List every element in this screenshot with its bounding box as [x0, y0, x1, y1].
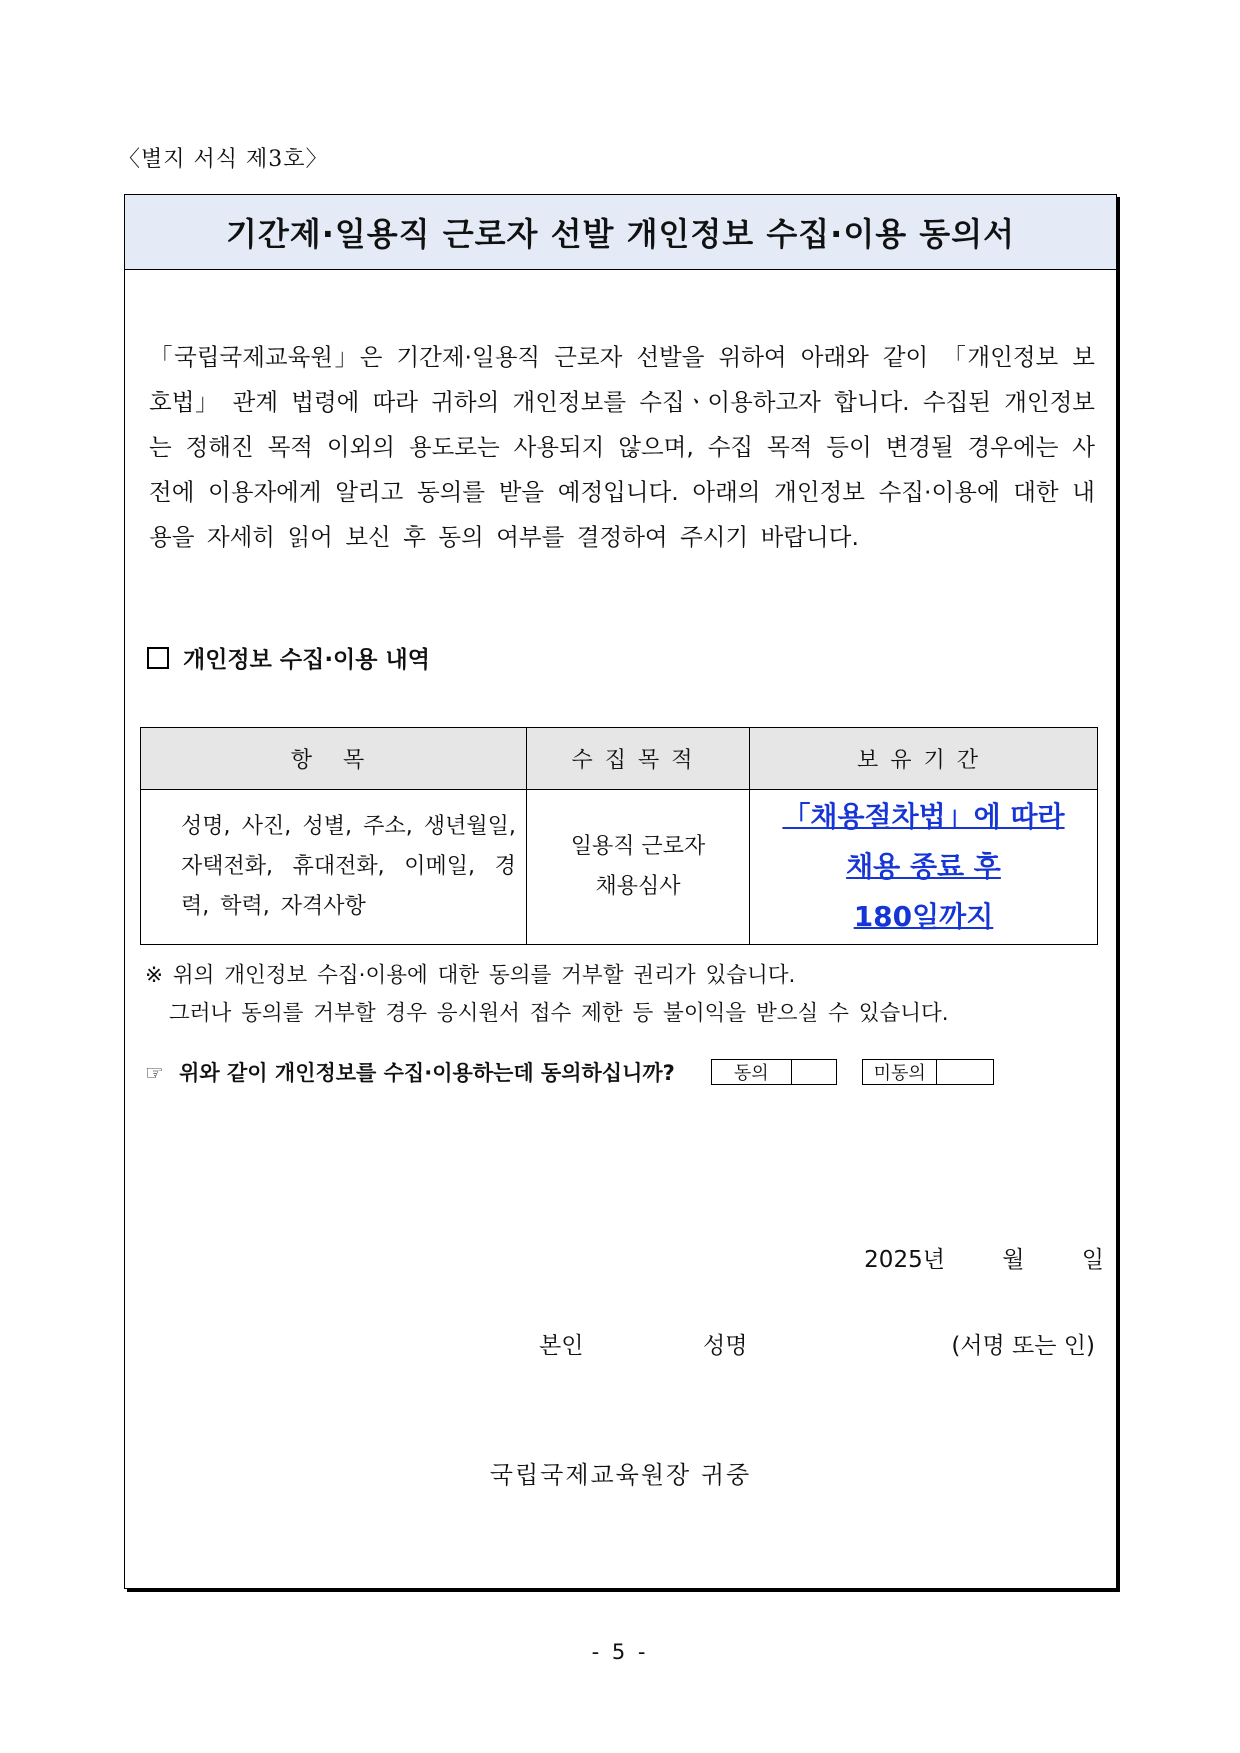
- date-month: 월: [1002, 1247, 1025, 1273]
- period-line-2: 채용 종료 후: [846, 850, 1001, 883]
- header-purpose: 수집목적: [526, 728, 749, 790]
- period-cell: [749, 790, 1097, 945]
- addressee: 국립국제교육원장 귀중: [489, 1461, 752, 1489]
- signature-hint: (서명 또는 인): [951, 1333, 1095, 1359]
- form-number: 〈별지 서식 제3호〉: [118, 147, 329, 172]
- name-label: 성명: [703, 1333, 748, 1359]
- purpose-line-1: 일용직 근로자: [570, 834, 706, 859]
- pointing-hand-icon: ☞: [145, 1061, 164, 1085]
- intro-paragraph: 「국립국제교육원」은 기간제·일용직 근로자 선발을 위하여 아래와 같이 「개인정보 보호법」 관계 법령에 따라 귀하의 개인정보를 수집ㆍ이용하고자 합니다. 수집된 개인정보는 정해진 목적 이외의 용도로는 사용되지 않으며, 수집 목적 등이 변경될 경우에는 사전에 이용자에게 알리고 동의를 받을 예정입니다. 아래의 개인정보 수집·이용에 대한 내용을 자세히 읽어 보신 후 동의 여부를 결정하여 주시기 바랍니다.: [149, 343, 1095, 551]
- date-year: 2025년: [864, 1247, 945, 1273]
- purpose-cell: [526, 790, 749, 945]
- table-row: [141, 790, 1098, 945]
- period-line-3: 180일까지: [853, 900, 994, 933]
- consent-form: [124, 194, 1117, 1589]
- disagree-label: 미동의: [863, 1060, 937, 1084]
- date-day: 일: [1081, 1247, 1104, 1273]
- note-line-1: ※ 위의 개인정보 수집·이용에 대한 동의를 거부할 권리가 있습니다.: [145, 963, 796, 988]
- date-line: [864, 1241, 1104, 1274]
- purpose-line-2: 채용심사: [595, 874, 681, 899]
- signature-line: [539, 1327, 1095, 1360]
- square-bullet-icon: [147, 647, 169, 669]
- form-title: 기간제·일용직 근로자 선발 개인정보 수집·이용 동의서: [125, 195, 1116, 270]
- disagree-box[interactable]: [862, 1059, 994, 1085]
- table-header-row: [141, 728, 1098, 790]
- section-heading-text: 개인정보 수집·이용 내역: [183, 647, 430, 673]
- consent-question-text: 위와 같이 개인정보를 수집·이용하는데 동의하십니까?: [179, 1061, 675, 1085]
- collection-table: [140, 727, 1098, 945]
- agree-checkbox[interactable]: [792, 1060, 836, 1084]
- note-line-2: 그러나 동의를 거부할 경우 응시원서 접수 제한 등 불이익을 받으실 수 있습니다.: [169, 1001, 949, 1026]
- page-number: - 5 -: [591, 1640, 649, 1664]
- items-cell: 성명, 사진, 성별, 주소, 생년월일, 자택전화, 휴대전화, 이메일, 경력, 학력, 자격사항: [141, 790, 527, 945]
- header-items: 항 목: [141, 728, 527, 790]
- period-line-1: 「채용절차법」에 따라: [782, 800, 1065, 833]
- header-period: 보유기간: [749, 728, 1097, 790]
- agree-label: 동의: [712, 1060, 792, 1084]
- disagree-checkbox[interactable]: [937, 1060, 993, 1084]
- section-heading: [147, 641, 430, 674]
- agree-box[interactable]: [711, 1059, 837, 1085]
- refusal-note: [145, 957, 949, 1033]
- consent-question: [145, 1057, 675, 1087]
- signer-label: 본인: [539, 1333, 584, 1359]
